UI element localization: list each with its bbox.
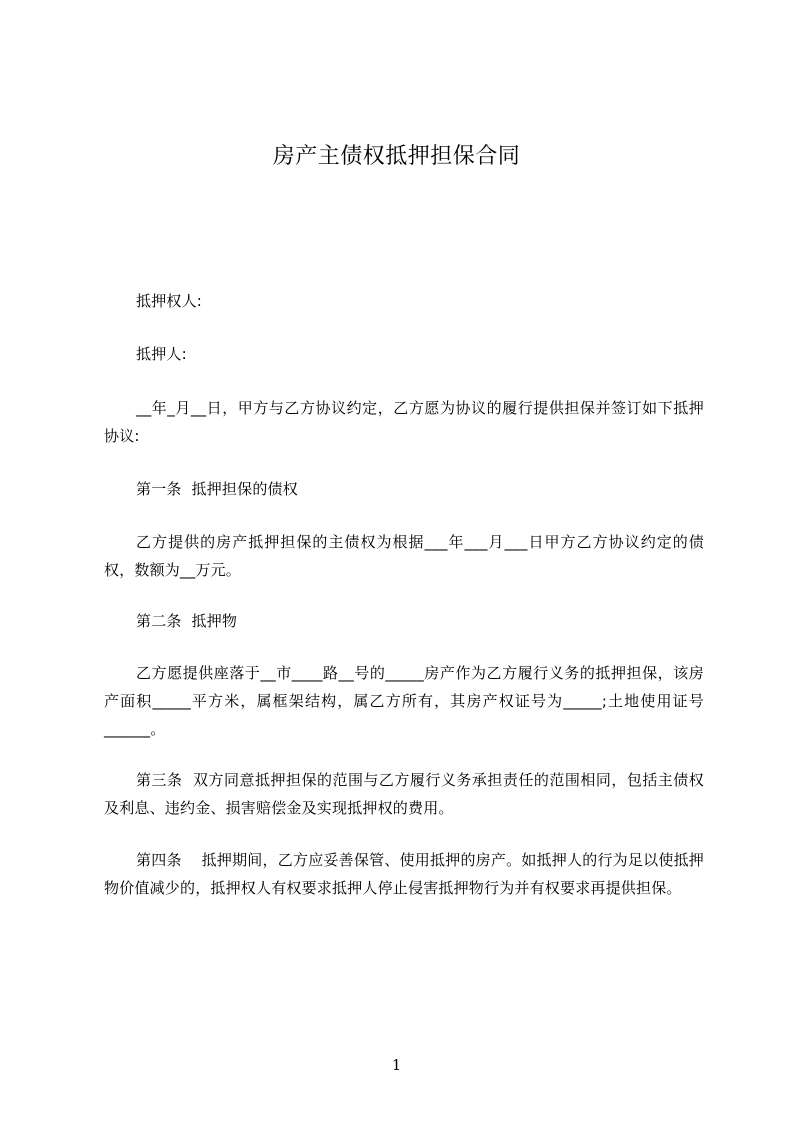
document-title: 房产主债权抵押担保合同 [272, 144, 521, 169]
intro-paragraph: __年_月__日，甲方与乙方协议约定，乙方愿为协议的履行提供担保并签订如下抵押协议: [104, 399, 704, 445]
article1-body: 乙方提供的房产抵押担保的主债权为根据___年___月___日甲方乙方协议约定的债权，数额为__万元。 [104, 533, 704, 579]
article3-paragraph: 第三条 双方同意抵押担保的范围与乙方履行义务承担责任的范围相同，包括主债权及利息、违约金、损害赔偿金及实现抵押权的费用。 [104, 771, 704, 817]
page-number: 1 [391, 1056, 402, 1074]
article1-heading: 第一条 抵押担保的债权 [136, 480, 298, 498]
article2-heading: 第二条 抵押物 [136, 612, 238, 630]
mortgagee-label: 抵押权人: [136, 292, 203, 310]
article4-paragraph: 第四条 抵押期间，乙方应妥善保管、使用抵押的房产。如抵押人的行为足以使抵押物价值减少的，抵押权人有权要求抵押人停止侵害抵押物行为并有权要求再提供担保。 [104, 851, 704, 897]
mortgagor-label: 抵押人: [136, 345, 187, 363]
article2-body: 乙方愿提供座落于__市____路__号的_____房产作为乙方履行义务的抵押担保，该房产面积_____平方米，属框架结构，属乙方所有，其房产权证号为_____;土地使用证号______。 [104, 664, 704, 738]
